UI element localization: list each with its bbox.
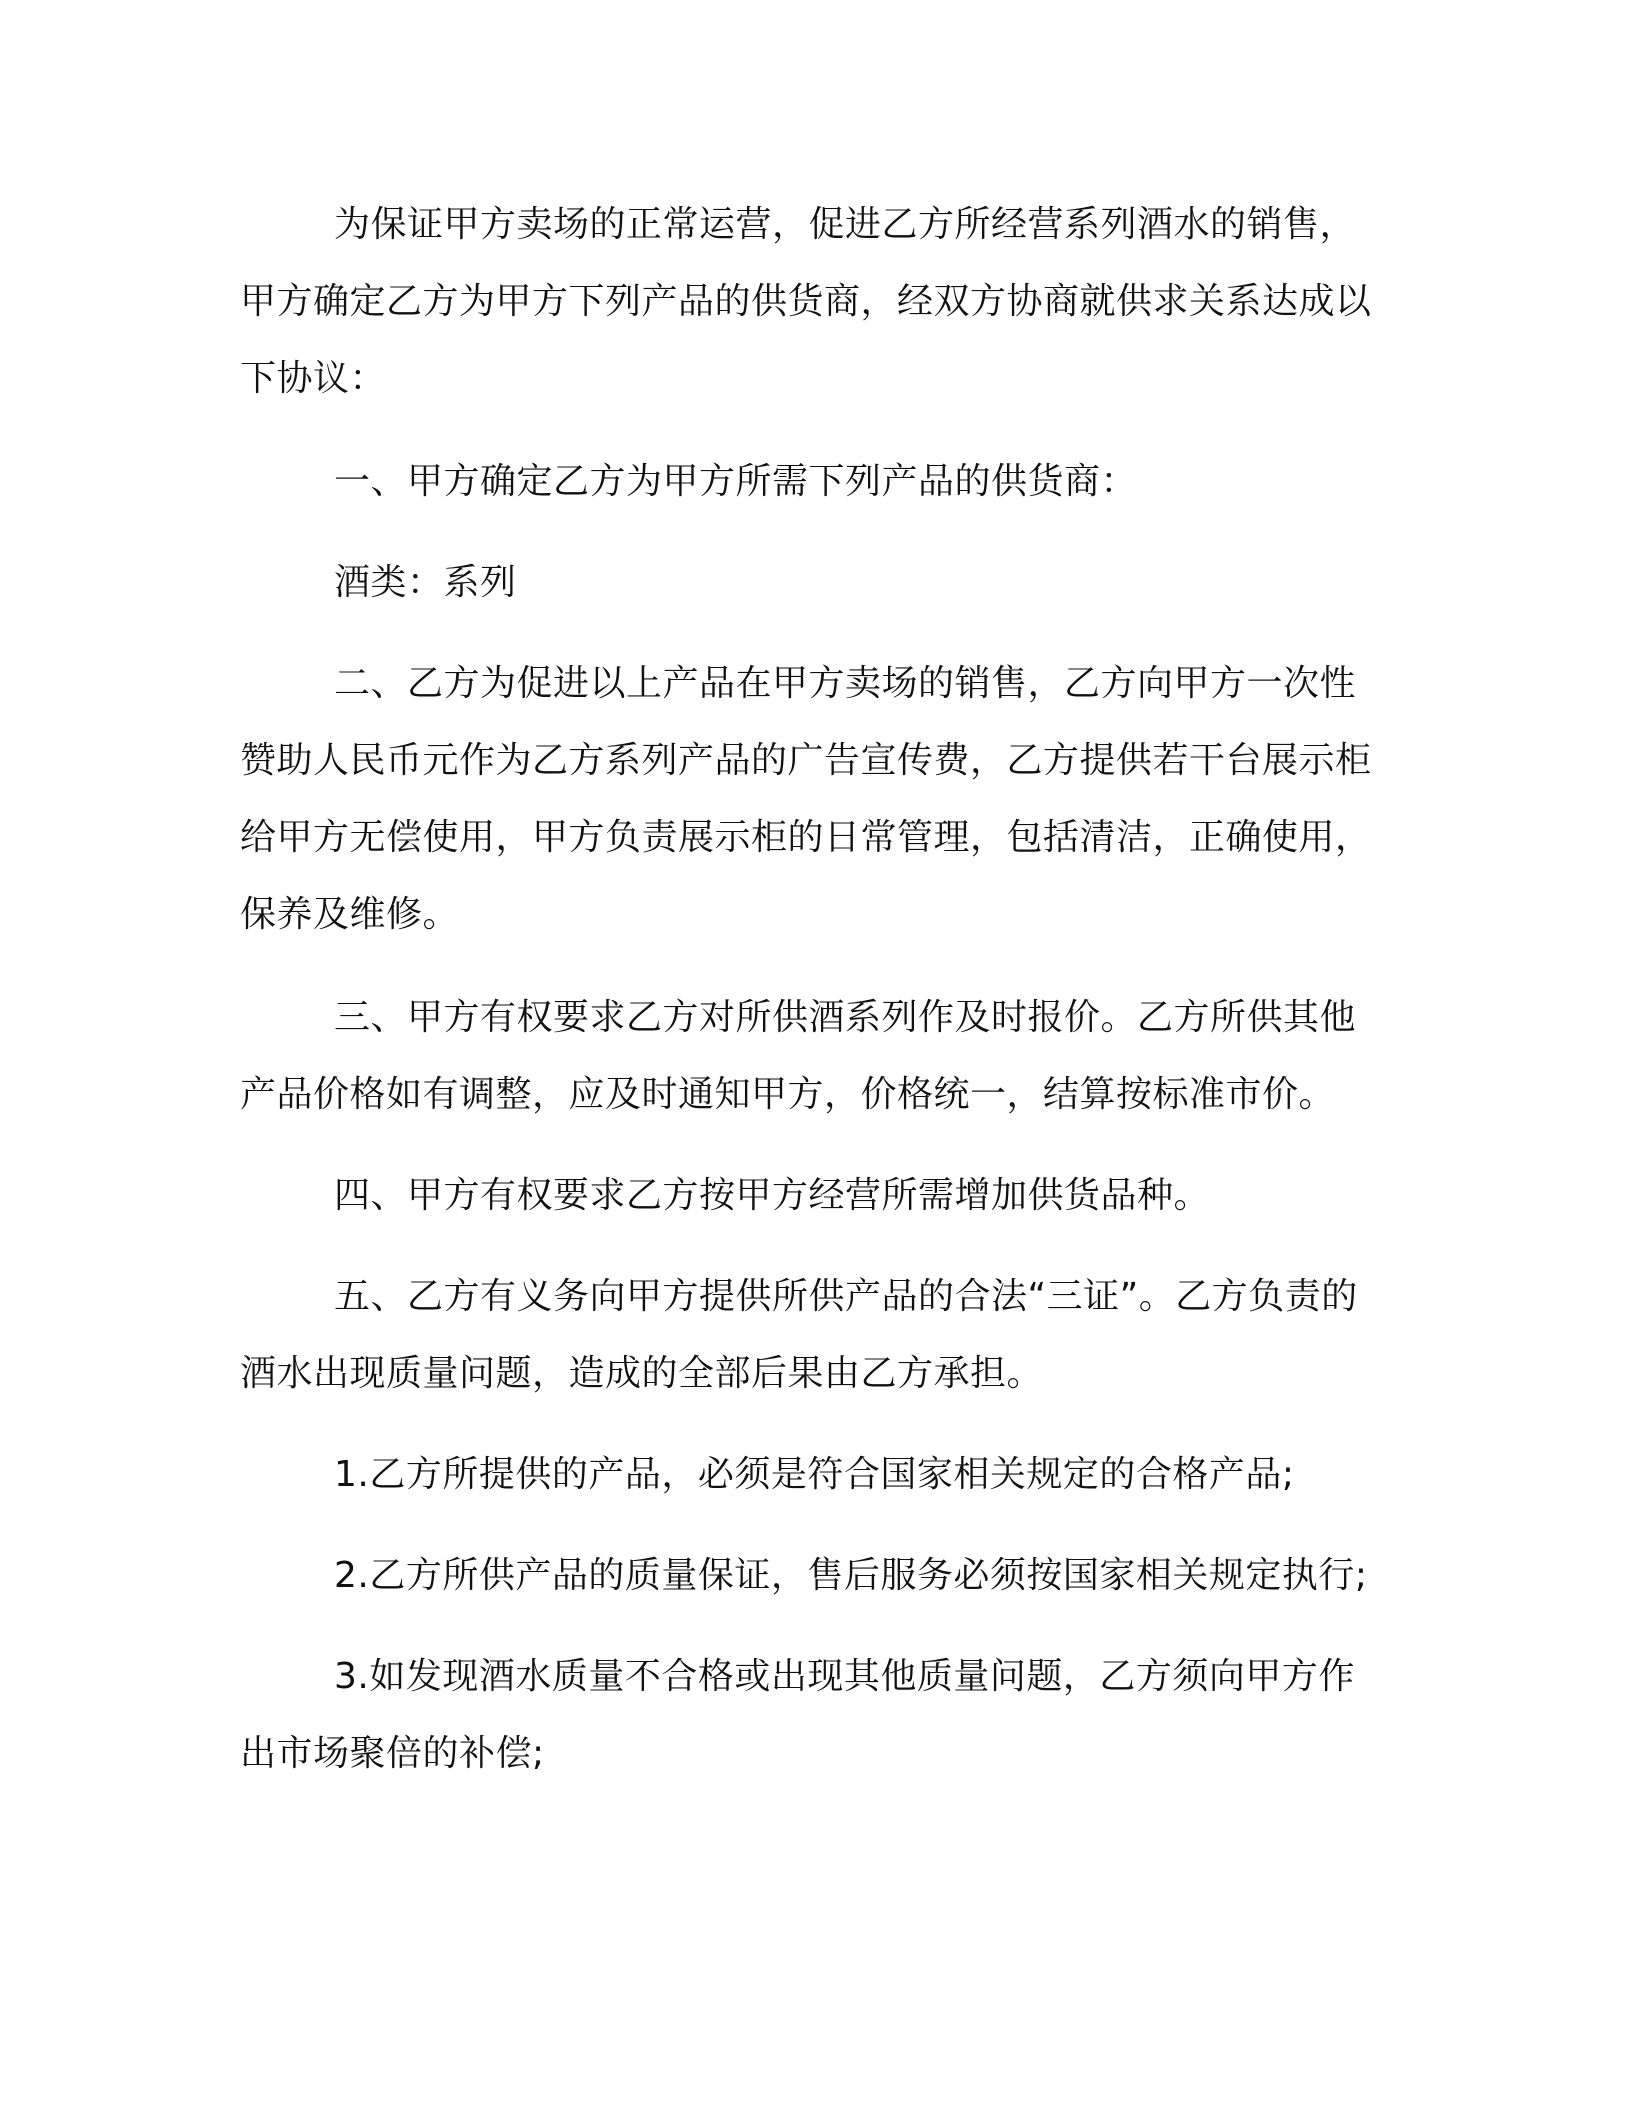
paragraph-clause-1: 一、甲方确定乙方为甲方所需下列产品的供货商： <box>334 461 1138 502</box>
paragraph-intro: 为保证甲方卖场的正常运营，促进乙方所经营系列酒水的销售，甲方确定乙方为甲方下列产品的供货商，经双方协商就供求关系达成以下协议： <box>240 204 1372 399</box>
paragraph-clause-4: 四、甲方有权要求乙方按甲方经营所需增加供货品种。 <box>334 1175 1211 1216</box>
paragraph-liquor-type: 酒类：系列 <box>334 562 517 603</box>
paragraph-clause-5: 五、乙方有义务向甲方提供所供产品的合法“三证”。乙方负责的酒水出现质量问题，造成的全部后果由乙方承担。 <box>240 1276 1358 1394</box>
paragraph-clause-3: 三、甲方有权要求乙方对所供酒系列作及时报价。乙方所供其他产品价格如有调整，应及时通知甲方，价格统一，结算按标准市价。 <box>240 997 1357 1115</box>
paragraph-item-1: 1.乙方所提供的产品，必须是符合国家相关规定的合格产品; <box>334 1454 1295 1495</box>
agreement-body <box>240 186 1390 1792</box>
paragraph-item-2: 2.乙方所供产品的质量保证，售后服务必须按国家相关规定执行; <box>334 1555 1368 1596</box>
paragraph-item-3: 3.如发现酒水质量不合格或出现其他质量问题，乙方须向甲方作出市场聚倍的补偿; <box>240 1656 1355 1774</box>
paragraph-clause-2: 二、乙方为促进以上产品在甲方卖场的销售，乙方向甲方一次性赞助人民币元作为乙方系列产品的广告宣传费，乙方提供若干台展示柜给甲方无偿使用，甲方负责展示柜的日常管理，包括清洁，正确使用，保养及维修。 <box>240 663 1372 935</box>
